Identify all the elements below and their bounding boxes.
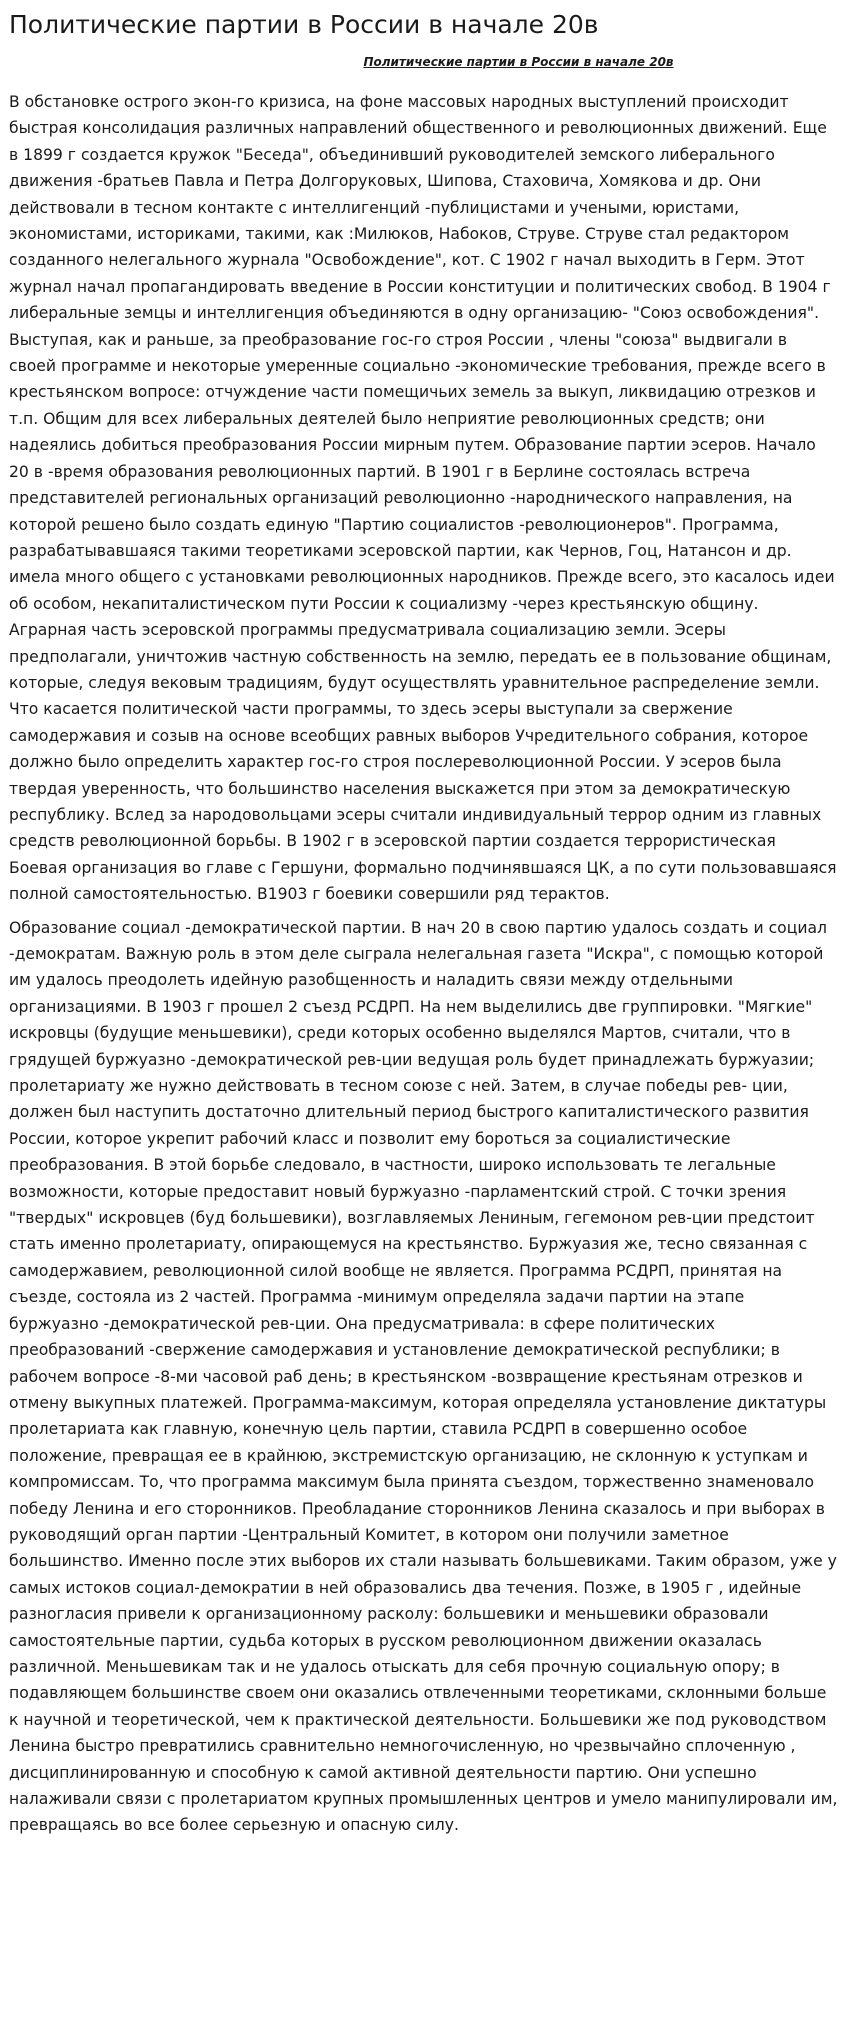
paragraph-social-democrats: Образование социал -демократической партии. В нач 20 в свою партию удалось создать и социал -демократам. Важную роль в этом деле сыграла нелегальная газета "Искра", с помощью которой им удалось преодолеть идейную разобщенность и наладить связи между отдельными организациями. В 1903 г прошел 2 съезд РСДРП. На нем выделились две группировки. "Мягкие" искровцы (будущие меньшевики), среди которых особенно выделялся Мартов, считали, что в грядущей буржуазно -демократической рев-ции ведущая роль будет принадлежать буржуазии; пролетариату же нужно действовать в тесном союзе с ней. Затем, в случае победы рев- ции, должен был наступить достаточно длительный период быстрого капиталистического развития России, которое укрепит рабочий класс и позволит ему бороться за социалистические преобразования. В этой борьбе следовало, в частности, широко использовать те легальные возможности, которые предоставит новый буржуазно -парламентский строй. С точки зрения "твердых" искровцев (буд большевики), возглавляемых Лениным, гегемоном рев-ции предстоит стать именно пролетариату, опирающемуся на крестьянство. Буржуазия же, тесно связанная с самодержавием, революционной силой вообще не является. Программа РСДРП, принятая на съезде, состояла из 2 частей. Программа -минимум определяла задачи партии на этапе буржуазно -демократической рев-ции. Она предусматривала: в сфере политических преобразований -свержение самодержавия и установление демократической республики; в рабочем вопросе -8-ми часовой раб день; в крестьянском -возвращение крестьянам отрезков и отмену выкупных платежей. Программа-максимум, которая определяла установление диктатуры пролетариата как главную, конечную цель партии, ставила РСДРП в совершенно особое положение, превращая ее в крайнюю, экстремистскую организацию, не склонную к уступкам и компромиссам. То, что программа максимум была принята съездом, торжественно знаменовало победу Ленина и его сторонников. Преобладание сторонников Ленина сказалось и при выборах в руководящий орган партии -Центральный Комитет, в котором они получили заметное большинство. Именно после этих выборов их стали называть большевиками. Таким образом, уже у самых истоков социал-демократии в ней образовались два течения. Позже, в 1905 г , идейные разногласия привели к организационному расколу: большевики и меньшевики образовали самостоятельные партии, судьба которых в русском революционном движении оказалась различной. Меньшевикам так и не удалось отыскать для себя прочную социальную опору; в подавляющем большинстве своем они оказались отвлеченными теоретиками, склонными больше к научной и теоретической, чем к практической деятельности. Большевики же под руководством Ленина быстро превратились сравнительно немногочисленную, но чрезвычайно сплоченную , дисциплинированную и способную к самой активной деятельности партию. Они успешно налаживали связи с пролетариатом крупных промышленных центров и умело манипулировали им, превращаясь во все более серьезную и опасную силу. [9, 918, 838, 1835]
article-subtitle: Политические партии в России в начале 20в [363, 55, 674, 69]
paragraph-liberals-and-esers: В обстановке острого экон-го кризиса, на фоне массовых народных выступлений происходит быстрая консолидация различных направлений общественного и революционных движений. Еще в 1899 г создается кружок "Беседа", объединивший руководителей земского либерального движения -братьев Павла и Петра Долгоруковых, Шипова, Стаховича, Хомякова и др. Они действовали в тесном контакте с интеллигенций -публицистами и учеными, юристами, экономистами, историками, такими, как :Милюков, Набоков, Струве. Струве стал редактором созданного нелегального журнала "Освобождение", кот. С 1902 г начал выходить в Герм. Этот журнал начал пропагандировать введение в России конституции и политических свобод. В 1904 г либеральные земцы и интеллигенция объединяются в одну организацию- "Союз освобождения". Выступая, как и раньше, за преобразование гос-го строя России , члены "союза" выдвигали в своей программе и некоторые умеренные социально -экономические требования, прежде всего в крестьянском вопросе: отчуждение части помещичьих земель за выкуп, ликвидацию отрезков и т.п. Общим для всех либеральных деятелей было неприятие революционных средств; они надеялись добиться преобразования России мирным путем. Образование партии эсеров. Начало 20 в -время образования революционных партий. В 1901 г в Берлине состоялась встреча представителей региональных организаций революционно -народнического направления, на которой решено было создать единую "Партию социалистов -революционеров". Программа, разрабатывавшаяся такими теоретиками эсеровской партии, как Чернов, Гоц, Натансон и др. имела много общего с установками революционных народников. Прежде всего, это касалось идеи об особом, некапиталистическом пути России к социализму -через крестьянскую общину. Аграрная часть эсеровской программы предусматривала социализацию земли. Эсеры предполагали, уничтожив частную собственность на землю, передать ее в пользование общинам, которые, следуя вековым традициям, будут осуществлять уравнительное распределение земли. Что касается политической части программы, то здесь эсеры выступали за свержение самодержавия и созыв на основе всеобщих равных выборов Учредительного собрания, которое должно было определить характер гос-го строя послереволюционной России. У эсеров была твердая уверенность, что большинство населения выскажется при этом за демократическую республику. Вслед за народовольцами эсеры считали индивидуальный террор одним из главных средств революционной борьбы. В 1902 г в эсеровской партии создается террористическая Боевая организация во главе с Гершуни, формально подчинявшаяся ЦК, а по сути пользовавшаяся полной самостоятельностью. В1903 г боевики совершили ряд терактов. [9, 93, 837, 904]
article-body [9, 89, 838, 1839]
subtitle-container [9, 51, 838, 69]
page-title: Политические партии в России в начале 20в [9, 10, 599, 39]
